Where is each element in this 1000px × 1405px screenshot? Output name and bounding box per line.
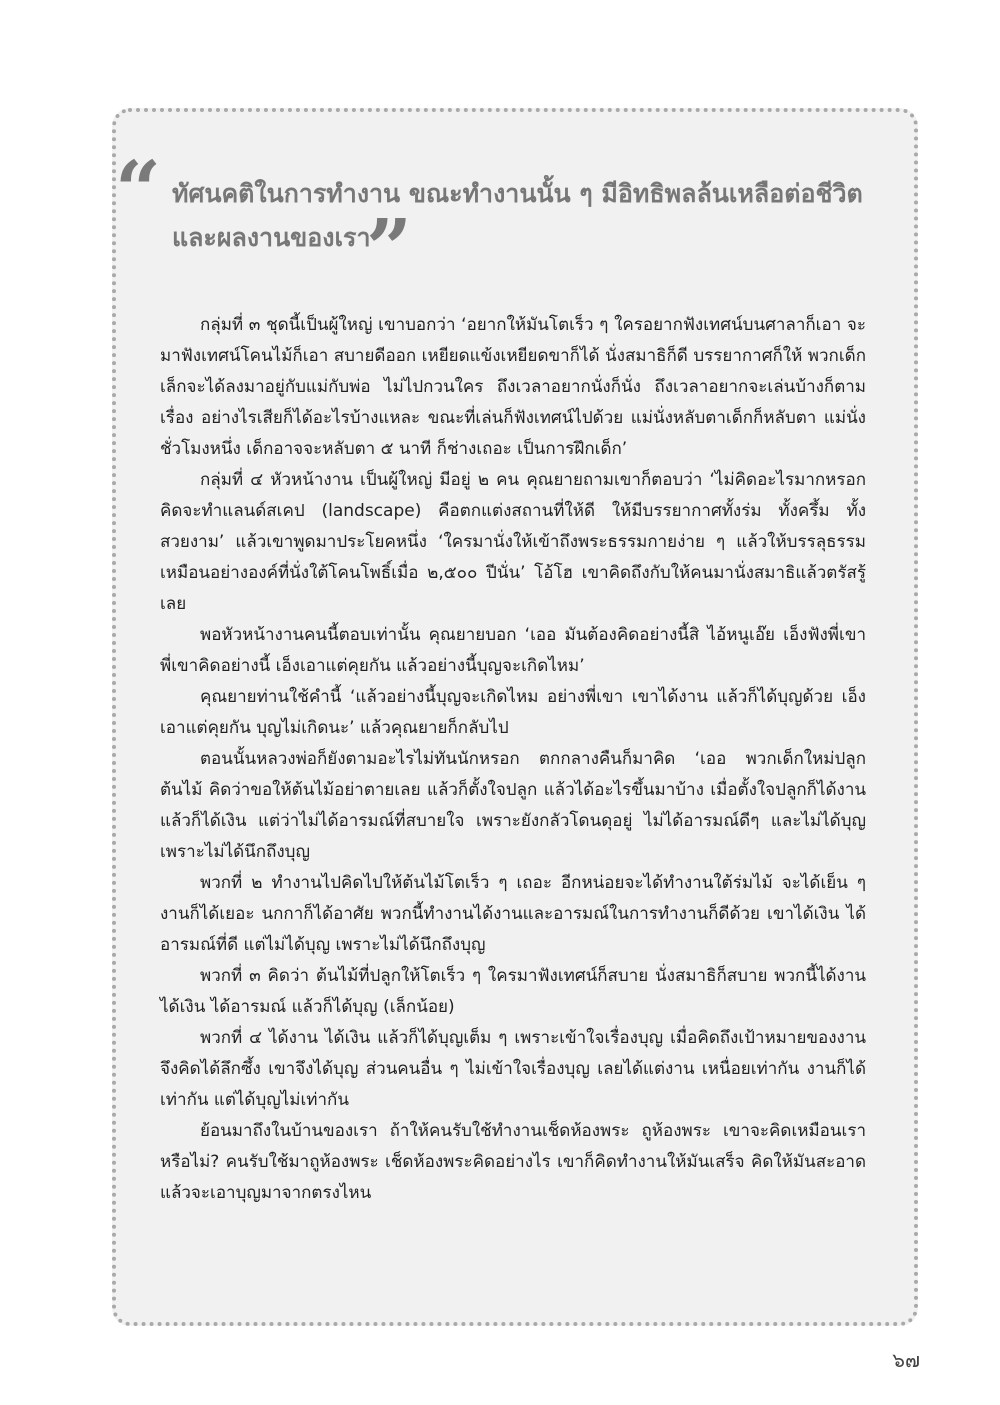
close-quote-mark: ”	[366, 201, 413, 295]
paragraph: คุณยายท่านใช้คำนี้ ‘แล้วอย่างนี้บุญจะเกิดไหม อย่างพี่เขา เขาได้งาน แล้วก็ได้บุญด้วย เอ็งเอาแต่คุยกัน บุญไม่เกิดนะ’ แล้วคุณยายก็กลับไป	[160, 687, 866, 738]
paragraph: ย้อนมาถึงในบ้านของเรา ถ้าให้คนรับใช้ทำงานเช็ดห้องพระ ถูห้องพระ เขาจะคิดเหมือนเราหรือไม่? คนรับใช้มาถูห้องพระ เช็ดห้องพระคิดอย่างไร เขาก็คิดทำงานให้มันเสร็จ คิดให้มันสะอาด แล้วจะเอาบุญมาจากตรงไหน	[160, 1121, 866, 1203]
paragraph: พวกที่ ๔ ได้งาน ได้เงิน แล้วก็ได้บุญเต็ม ๆ เพราะเข้าใจเรื่องบุญ เมื่อคิดถึงเป้าหมายของงานจึงคิดได้ลึกซึ้ง เขาจึงได้บุญ ส่วนคนอื่น ๆ ไม่เข้าใจเรื่องบุญ เลยได้แต่งาน เหนื่อยเท่ากัน งานก็ได้เท่ากัน แต่ได้บุญไม่เท่ากัน	[160, 1028, 866, 1110]
body-text	[160, 310, 866, 1209]
paragraph: พวกที่ ๓ คิดว่า ต้นไม้ที่ปลูกให้โตเร็ว ๆ ใครมาฟังเทศน์ก็สบาย นั่งสมาธิก็สบาย พวกนี้ได้งาน ได้เงิน ได้อารมณ์ แล้วก็ได้บุญ (เล็กน้อย)	[160, 966, 866, 1017]
paragraph: กลุ่มที่ ๔ หัวหน้างาน เป็นผู้ใหญ่ มีอยู่ ๒ คน คุณยายถามเขาก็ตอบว่า ‘ไม่คิดอะไรมากหรอก คิดจะทำแลนด์สเคป (landscape) คือตกแต่งสถานที่ให้ดี ให้มีบรรยากาศทั้งร่ม ทั้งครึ้ม ทั้งสวยงาม’ แล้วเขาพูดมาประโยคหนึ่ง ‘ใครมานั่งให้เข้าถึงพระธรรมกายง่าย ๆ แล้วให้บรรลุธรรมเหมือนอย่างองค์ที่นั่งใต้โคนโพธิ์เมื่อ ๒,๕๐๐ ปีนั่น’ โอ้โฮ เขาคิดถึงกับให้คนมานั่งสมาธิแล้วตรัสรู้เลย	[160, 470, 866, 614]
paragraph: ตอนนั้นหลวงพ่อก็ยังตามอะไรไม่ทันนักหรอก ตกกลางคืนก็มาคิด ‘เออ พวกเด็กใหม่ปลูกต้นไม้ คิดว่าขอให้ต้นไม้อย่าตายเลย แล้วก็ตั้งใจปลูก แล้วได้อะไรขึ้นมาบ้าง เมื่อตั้งใจปลูกก็ได้งาน แล้วก็ได้เงิน แต่ว่าไม่ได้อารมณ์ที่สบายใจ เพราะยังกลัวโดนดุอยู่ ไม่ได้อารมณ์ดีๆ และไม่ได้บุญ เพราะไม่ได้นึกถึงบุญ	[160, 749, 866, 862]
paragraph: พอหัวหน้างานคนนี้ตอบเท่านั้น คุณยายบอก ‘เออ มันต้องคิดอย่างนี้สิ ไอ้หนูเอ๊ย เอ็งฟังพี่เขา พี่เขาคิดอย่างนี้ เอ็งเอาแต่คุยกัน แล้วอย่างนี้บุญจะเกิดไหม’	[160, 625, 866, 676]
paragraph: พวกที่ ๒ ทำงานไปคิดไปให้ต้นไม้โตเร็ว ๆ เถอะ อีกหน่อยจะได้ทำงานใต้ร่มไม้ จะได้เย็น ๆ งานก็ได้เยอะ นกกาก็ได้อาศัย พวกนี้ทำงานได้งานและอารมณ์ในการทำงานก็ดีด้วย เขาได้เงิน ได้อารมณ์ที่ดี แต่ไม่ได้บุญ เพราะไม่ได้นึกถึงบุญ	[160, 873, 866, 955]
open-quote-mark: “	[115, 143, 162, 237]
page-number: ๖๗	[892, 1348, 920, 1372]
pull-quote-title: ทัศนคติในการทำงาน ขณะทำงานนั้น ๆ มีอิทธิพลล้นเหลือต่อชีวิต และผลงานของเรา	[172, 179, 863, 252]
paragraph: กลุ่มที่ ๓ ชุดนี้เป็นผู้ใหญ่ เขาบอกว่า ‘อยากให้มันโตเร็ว ๆ ใครอยากฟังเทศน์บนศาลาก็เอา จะมาฟังเทศน์โคนไม้ก็เอา สบายดีออก เหยียดแข้งเหยียดขาก็ได้ นั่งสมาธิก็ดี บรรยากาศก็ให้ พวกเด็กเล็กจะได้ลงมาอยู่กับแม่กับพ่อ ไม่ไปกวนใคร ถึงเวลาอยากนั่งก็นั่ง ถึงเวลาอยากจะเล่นบ้างก็ตามเรื่อง อย่างไรเสียก็ได้อะไรบ้างแหละ ขณะที่เล่นก็ฟังเทศน์ไปด้วย แม่นั่งหลับตาเด็กก็หลับตา แม่นั่งชั่วโมงหนึ่ง เด็กอาจจะหลับตา ๕ นาที ก็ช่างเถอะ เป็นการฝึกเด็ก’	[160, 315, 866, 459]
